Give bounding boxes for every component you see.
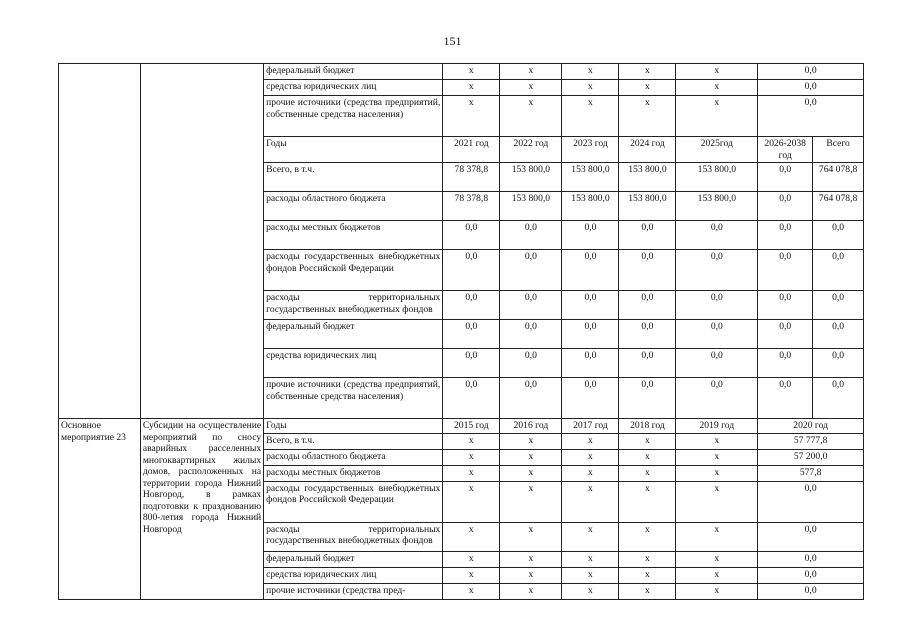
total-cell: 57 200,0 (758, 449, 864, 465)
value-cell: 0,0 (758, 291, 813, 320)
value-cell: х (443, 96, 500, 137)
value-cell: х (443, 433, 500, 449)
value-cell: х (676, 522, 758, 551)
value-cell: х (443, 449, 500, 465)
value-cell: 0,0 (562, 320, 619, 349)
value-cell: 0,0 (619, 378, 676, 419)
column-header: Всего (813, 137, 864, 163)
value-cell: 0,0 (813, 378, 864, 419)
value-cell: 0,0 (676, 221, 758, 250)
value-cell: 0,0 (500, 349, 562, 378)
column-header: 2021 год (443, 137, 500, 163)
column-header: 2019 год (676, 419, 758, 434)
value-cell: 0,0 (758, 378, 813, 419)
value-cell: 0,0 (500, 250, 562, 291)
column-header: Годы (264, 419, 443, 434)
value-cell: х (443, 80, 500, 96)
block1-merged-col1 (59, 64, 141, 419)
row-label: расходы государственных внебюджетных фондов Российской Федерации (264, 481, 443, 522)
row-label: расходы местных бюджетов (264, 221, 443, 250)
value-cell: х (562, 449, 619, 465)
row-label: федеральный бюджет (264, 64, 443, 80)
value-cell: х (562, 465, 619, 481)
value-cell: х (676, 64, 758, 80)
value-cell: х (619, 567, 676, 583)
row-label: расходы областного бюджета (264, 449, 443, 465)
value-cell: 78 378,8 (443, 192, 500, 221)
value-cell: 0,0 (813, 291, 864, 320)
value-cell: 0,0 (676, 291, 758, 320)
value-cell: 0,0 (813, 349, 864, 378)
total-cell: 0,0 (758, 64, 864, 80)
row-label: расходы территориальных государственных внебюджетных фондов (264, 522, 443, 551)
total-cell: 577,8 (758, 465, 864, 481)
value-cell: х (500, 583, 562, 599)
value-cell: 0,0 (619, 320, 676, 349)
value-cell: 0,0 (443, 250, 500, 291)
column-header: 2015 год (443, 419, 500, 434)
value-cell: х (619, 449, 676, 465)
value-cell: х (500, 80, 562, 96)
value-cell: 0,0 (619, 250, 676, 291)
value-cell: х (500, 481, 562, 522)
value-cell: х (676, 481, 758, 522)
value-cell: 0,0 (676, 250, 758, 291)
value-cell: х (619, 465, 676, 481)
value-cell: 0,0 (758, 320, 813, 349)
value-cell: 0,0 (500, 320, 562, 349)
value-cell: 153 800,0 (500, 163, 562, 192)
table-row (59, 64, 864, 80)
column-header: Годы (264, 137, 443, 163)
value-cell: 0,0 (562, 378, 619, 419)
value-cell: х (619, 433, 676, 449)
value-cell: 0,0 (443, 221, 500, 250)
value-cell: х (619, 522, 676, 551)
value-cell: х (562, 80, 619, 96)
value-cell: х (500, 96, 562, 137)
row-label: расходы местных бюджетов (264, 465, 443, 481)
value-cell: х (562, 64, 619, 80)
row-label: расходы территориальных государственных внебюджетных фондов (264, 291, 443, 320)
column-header: 2018 год (619, 419, 676, 434)
value-cell: х (676, 465, 758, 481)
row-label: федеральный бюджет (264, 320, 443, 349)
value-cell: 0,0 (758, 250, 813, 291)
column-header: 2017 год (562, 419, 619, 434)
value-cell: х (619, 551, 676, 567)
value-cell: х (619, 481, 676, 522)
value-cell: х (676, 433, 758, 449)
value-cell: х (443, 522, 500, 551)
value-cell: х (443, 583, 500, 599)
activity-name: Основное мероприятие 23 (59, 419, 141, 600)
value-cell: 0,0 (443, 349, 500, 378)
value-cell: х (443, 551, 500, 567)
value-cell: 0,0 (758, 349, 813, 378)
value-cell: х (443, 465, 500, 481)
total-cell: 0,0 (758, 481, 864, 522)
value-cell: 0,0 (443, 320, 500, 349)
activity-description: Субсидии на осуществление мероприятий по сносу аварийных расселенных многоквартирных жилых домов, расположенных на территории города Нижний Новгород, в рамках подготовки к празднованию 800-летия города Нижний Новгород (140, 419, 263, 600)
row-label: прочие источники (средства предприятий, собственные средства населения) (264, 96, 443, 137)
value-cell: х (676, 80, 758, 96)
value-cell: 0,0 (813, 320, 864, 349)
value-cell: х (676, 551, 758, 567)
row-label: средства юридических лиц (264, 349, 443, 378)
row-label: расходы государственных внебюджетных фондов Российской Федерации (264, 250, 443, 291)
column-header: 2026-2038 год (758, 137, 813, 163)
value-cell: х (500, 522, 562, 551)
column-header: 2025год (676, 137, 758, 163)
column-header: 2024 год (619, 137, 676, 163)
block1-merged-col2 (140, 64, 263, 419)
value-cell: 0,0 (619, 221, 676, 250)
value-cell: 0,0 (562, 250, 619, 291)
total-cell: 0,0 (758, 567, 864, 583)
value-cell: х (562, 551, 619, 567)
value-cell: 0,0 (443, 291, 500, 320)
value-cell: х (500, 567, 562, 583)
value-cell: 0,0 (619, 349, 676, 378)
value-cell: 153 800,0 (619, 192, 676, 221)
total-cell: 0,0 (758, 522, 864, 551)
value-cell: 0,0 (562, 349, 619, 378)
value-cell: 0,0 (500, 221, 562, 250)
total-cell: 0,0 (758, 583, 864, 599)
row-label: средства юридических лиц (264, 80, 443, 96)
value-cell: х (562, 522, 619, 551)
value-cell: х (443, 567, 500, 583)
column-header: 2023 год (562, 137, 619, 163)
value-cell: х (619, 80, 676, 96)
total-cell: 0,0 (758, 551, 864, 567)
value-cell: х (443, 481, 500, 522)
value-cell: 0,0 (813, 221, 864, 250)
value-cell: х (500, 433, 562, 449)
value-cell: х (676, 567, 758, 583)
value-cell: х (676, 449, 758, 465)
value-cell: 0,0 (562, 291, 619, 320)
value-cell: х (500, 551, 562, 567)
row-label: расходы областного бюджета (264, 192, 443, 221)
column-header: 2016 год (500, 419, 562, 434)
row-label: прочие источники (средства предприятий, собственные средства населения) (264, 378, 443, 419)
value-cell: 153 800,0 (676, 192, 758, 221)
value-cell: 0,0 (443, 378, 500, 419)
value-cell: 764 078,8 (813, 163, 864, 192)
value-cell: 0,0 (676, 349, 758, 378)
page-number: 151 (443, 34, 462, 48)
value-cell: 153 800,0 (619, 163, 676, 192)
value-cell: 0,0 (562, 221, 619, 250)
total-cell: 0,0 (758, 80, 864, 96)
value-cell: х (500, 465, 562, 481)
value-cell: х (619, 64, 676, 80)
value-cell: 0,0 (813, 250, 864, 291)
value-cell: 0,0 (619, 291, 676, 320)
value-cell: 0,0 (676, 378, 758, 419)
value-cell: 0,0 (758, 163, 813, 192)
value-cell: 153 800,0 (562, 163, 619, 192)
value-cell: 0,0 (758, 221, 813, 250)
row-label: средства юридических лиц (264, 567, 443, 583)
column-header: 2022 год (500, 137, 562, 163)
row-label: прочие источники (средства пред- (264, 583, 443, 599)
value-cell: 78 378,8 (443, 163, 500, 192)
value-cell: х (443, 64, 500, 80)
row-label: федеральный бюджет (264, 551, 443, 567)
header-row (59, 419, 864, 434)
value-cell: 153 800,0 (676, 163, 758, 192)
value-cell: х (562, 96, 619, 137)
value-cell: х (619, 583, 676, 599)
value-cell: 153 800,0 (500, 192, 562, 221)
value-cell: х (619, 96, 676, 137)
value-cell: х (676, 96, 758, 137)
value-cell: 153 800,0 (562, 192, 619, 221)
value-cell: х (562, 567, 619, 583)
value-cell: 0,0 (500, 378, 562, 419)
value-cell: х (500, 64, 562, 80)
total-cell: 0,0 (758, 96, 864, 137)
row-label: Всего, в т.ч. (264, 433, 443, 449)
value-cell: х (676, 583, 758, 599)
total-cell: 57 777,8 (758, 433, 864, 449)
row-label: Всего, в т.ч. (264, 163, 443, 192)
value-cell: 0,0 (758, 192, 813, 221)
value-cell: х (562, 481, 619, 522)
value-cell: 764 078,8 (813, 192, 864, 221)
value-cell: 0,0 (676, 320, 758, 349)
value-cell: х (500, 449, 562, 465)
value-cell: х (562, 583, 619, 599)
column-header: 2020 год (758, 419, 864, 434)
value-cell: х (562, 433, 619, 449)
value-cell: 0,0 (500, 291, 562, 320)
funding-table (58, 63, 864, 600)
